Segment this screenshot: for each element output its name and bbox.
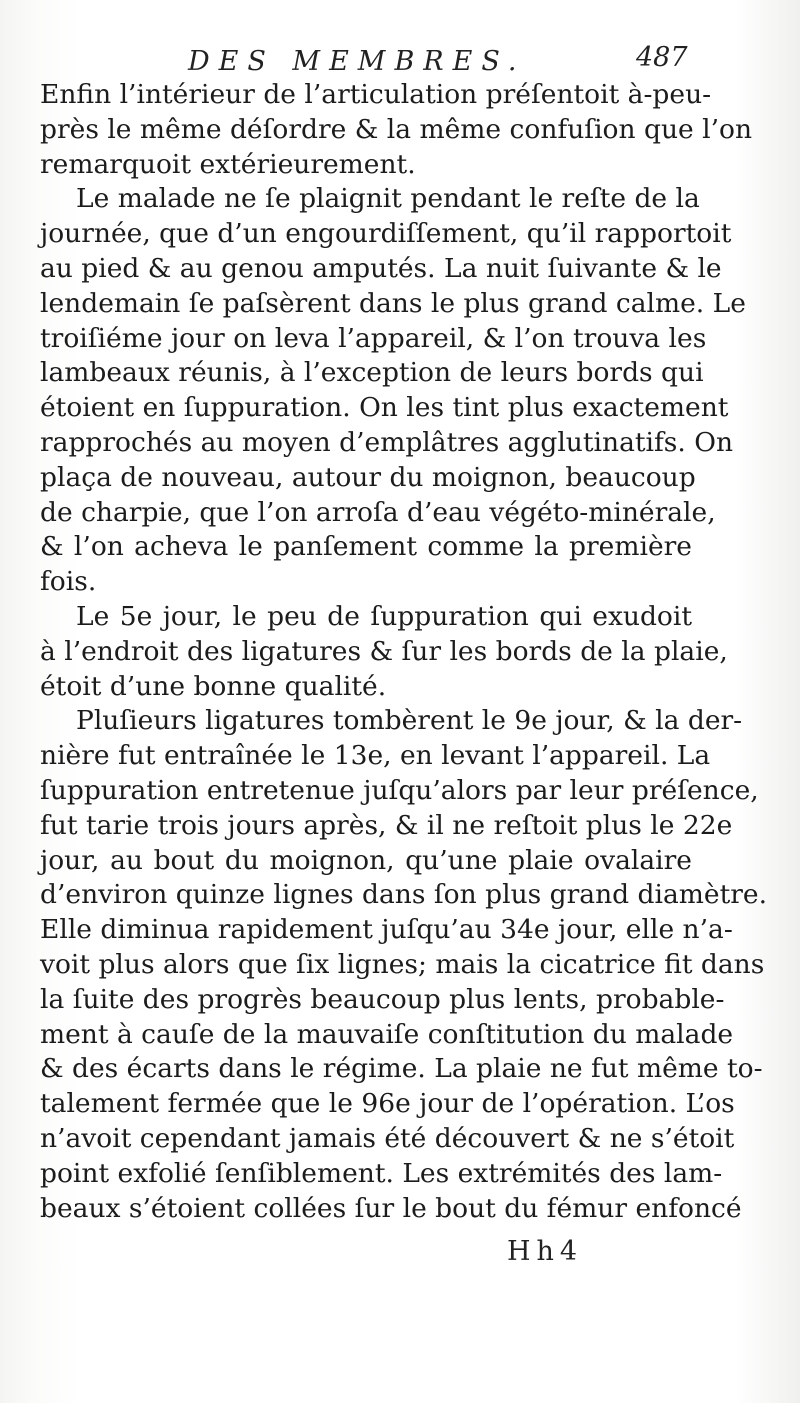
text-line: étoient en ſuppuration. On les tint plus exactement xyxy=(40,392,729,424)
text-line: point exfolié ſenſiblement. Les extrémités des lam- xyxy=(40,1157,723,1189)
text-line: jour, au bout du moignon, qu’une plaie ovalaire xyxy=(40,844,692,876)
text-line: fois. xyxy=(40,566,97,598)
text-line: nière fut entraînée le 13e, en levant l’appareil. La xyxy=(40,740,711,772)
text-line: troiſiéme jour on leva l’appareil, & l’on trouva les xyxy=(40,322,707,354)
text-line: beaux s’étoient collées ſur le bout du fémur enfoncé xyxy=(40,1192,742,1224)
text-line: lendemain ſe paſsèrent dans le plus grand calme. Le xyxy=(40,287,746,319)
signature-mark: Hh4 xyxy=(507,1236,584,1267)
text-line: n’avoit cependant jamais été découvert & ne s’étoit xyxy=(40,1122,735,1154)
text-line: plaça de nouveau, autour du moignon, beaucoup xyxy=(40,461,696,493)
text-line: & l’on acheva le panſement comme la première xyxy=(40,531,692,563)
body-text xyxy=(40,78,768,1226)
text-line: au pied & au genou amputés. La nuit ſuivante & le xyxy=(40,252,722,284)
text-line: rapprochés au moyen d’emplâtres agglutinatifs. On xyxy=(40,426,734,458)
text-line: Elle diminua rapidement juſqu’au 34e jour, elle n’a- xyxy=(40,914,733,946)
text-line: Le malade ne ſe plaignit pendant le reſte de la xyxy=(76,183,700,215)
text-line: ment à cauſe de la mauvaiſe conſtitution du malade xyxy=(40,1018,734,1050)
text-line: remarquoit extérieurement. xyxy=(40,148,416,180)
text-line: lambeaux réunis, à l’exception de leurs bords qui xyxy=(40,357,704,389)
page-number: 487 xyxy=(636,42,688,73)
text-line: à l’endroit des ligatures & ſur les bords de la plaie, xyxy=(40,635,728,667)
text-line: & des écarts dans le régime. La plaie ne fut même to- xyxy=(40,1053,763,1085)
text-line: fut tarie trois jours après, & il ne reſtoit plus le 22e xyxy=(40,809,733,841)
running-head: DES MEMBRES. xyxy=(188,46,526,77)
text-line: journée, que d’un engourdiſſement, qu’il rapportoit xyxy=(40,218,732,250)
text-line: Enfin l’intérieur de l’articulation préſentoit à-peu- xyxy=(40,79,712,110)
text-line: de charpie, que l’on arroſa d’eau végéto-minérale, xyxy=(40,496,716,528)
text-line: Pluſieurs ligatures tombèrent le 9e jour, & la der- xyxy=(76,705,743,737)
text-line: talement fermée que le 96e jour de l’opération. L’os xyxy=(40,1088,735,1120)
text-line: près le même déſordre & la même confuſion que l’on xyxy=(40,113,753,145)
text-line: Le 5e jour, le peu de ſuppuration qui exudoit xyxy=(76,600,692,632)
text-line: ſuppuration entretenue juſqu’alors par leur préſence, xyxy=(40,774,759,806)
text-line: d’environ quinze lignes dans ſon plus grand diamètre. xyxy=(40,879,768,911)
text-line: voit plus alors que ſix lignes; mais la cicatrice fit dans xyxy=(40,948,765,980)
text-line: étoit d’une bonne qualité. xyxy=(40,670,387,702)
text-line: la ſuite des progrès beaucoup plus lents, probable- xyxy=(40,983,725,1015)
